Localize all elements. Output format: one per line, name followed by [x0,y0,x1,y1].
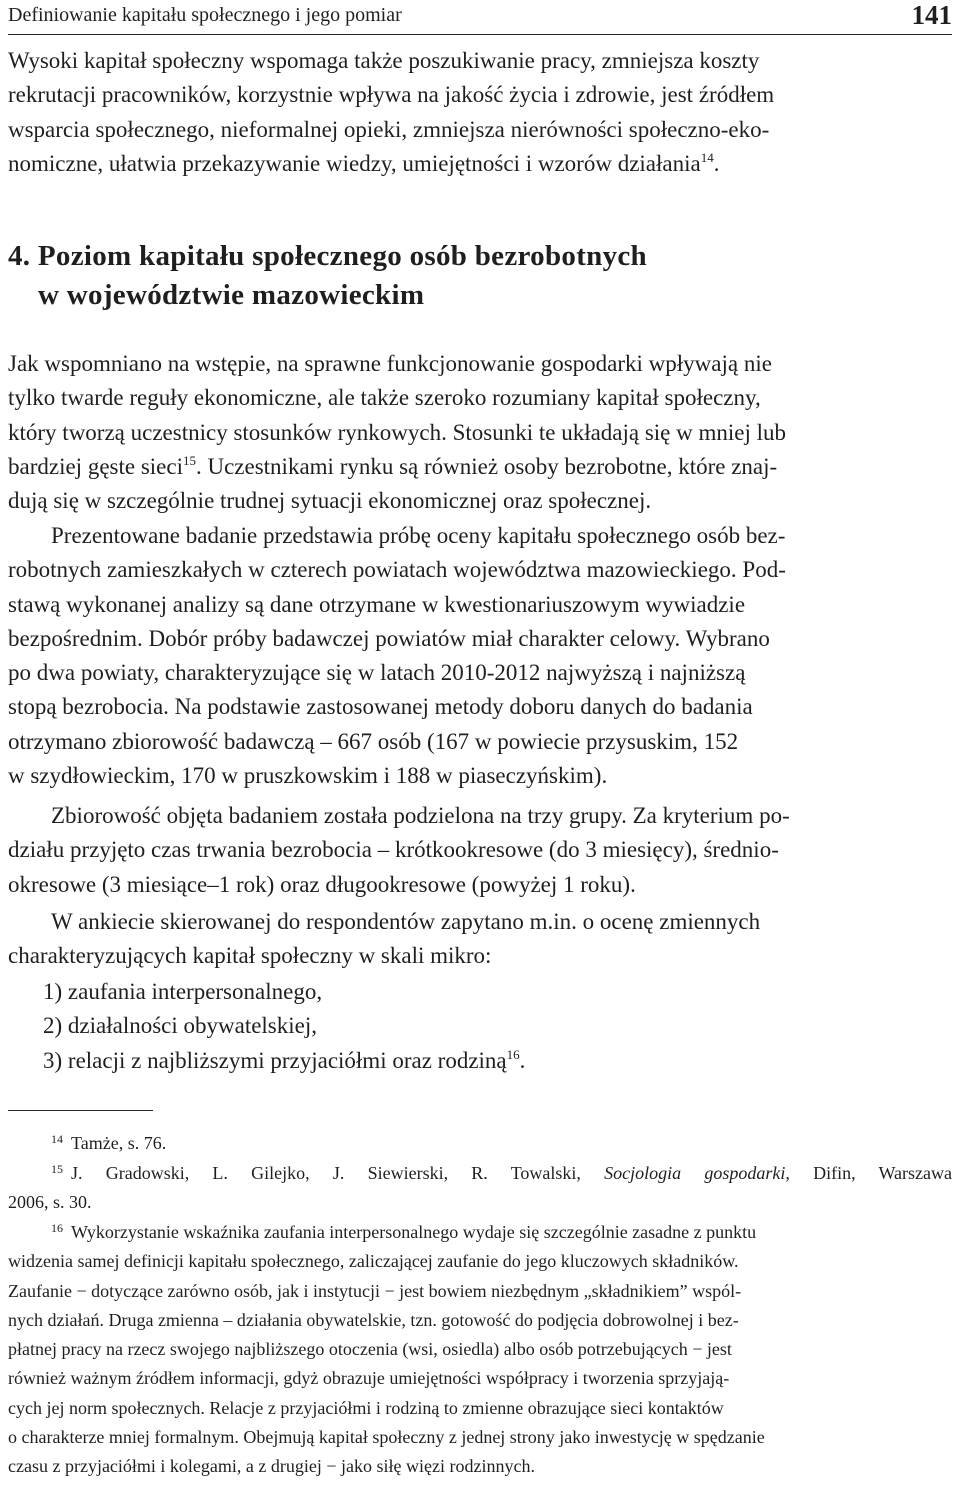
text-line: dują się w szczególnie trudnej sytuacji ekonomicznej oraz społecznej. [8,488,652,514]
footnote-line: o charakterze mniej formalnym. Obejmują kapitał społeczny z jednej strony jako inwestycję w spędzanie [8,1427,765,1448]
footnote-line [8,1214,952,1247]
text-line: robotnych zamieszkałych w czterech powiatach województwa mazowieckiego. Pod- [8,557,786,583]
text-line [8,450,952,484]
text-line: tylko twarde reguły ekonomiczne, ale także szeroko rozumiany kapitał społeczny, [8,385,761,411]
footnote-line [8,1155,952,1188]
footnote-line: płatnej pracy na rzecz swojego najbliższego otoczenia (wsi, osiedla) albo osób potrzebujących − jest [8,1339,732,1360]
text-line: rekrutacji pracowników, korzystnie wpływa na jakość życia i zdrowie, jest źródłem [8,82,775,108]
footnote-line: 2006, s. 30. [8,1192,92,1213]
footnote-line: Zaufanie − dotyczące zarówno osób, jak i instytucji − jest bowiem niezbędnym „składnikiem” wspól- [8,1280,742,1301]
text-line: wsparcia społecznego, nieformalnej opieki, zmniejsza nierówności społeczno-eko- [8,116,770,142]
text-fragment: 3) relacji z najbliższymi przyjaciółmi oraz rodziną [43,1047,507,1073]
footnote-ref-15: 15 [182,452,196,468]
text-line [8,147,952,181]
paragraph-2 [8,519,952,793]
text-line: który tworzą uczestnicy stosunków rynkowych. Stosunki te układają się w mniej lub [8,419,787,445]
text-fragment: bardziej gęste sieci [8,453,183,479]
page-number: 141 [911,0,952,30]
text-fragment: . [713,150,720,176]
footnote-14 [8,1125,952,1158]
page-header [8,0,952,35]
footnote-line [8,1125,952,1158]
footnote-line: widzenia samej definicji kapitału społecznego, zaliczającej zaufanie do jego kluczowych składników. [8,1251,739,1272]
footnote-text: Wykorzystanie wskaźnika zaufania interpersonalnego wydaje się szczególnie zasadne z punktu [71,1222,757,1242]
text-line: Prezentowane badanie przedstawia próbę oceny kapitału społecznego osób bez- [51,523,786,548]
footnote-line: czasu z przyjaciółmi i kolegami, a z drugiej − jako siłę więzi rodzinnych. [8,1456,535,1477]
footnote-line: również ważnym źródłem informacji, gdyż obrazuje umiejętności współpracy i tworzenia sprzyjają- [8,1368,730,1389]
text-line: Zbiorowość objęta badaniem została podzielona na trzy grupy. Za kryterium po- [51,803,790,828]
footnote-text: Tamże, s. 76. [71,1133,167,1153]
text-line: w szydłowieckim, 170 w pruszkowskim i 188 w piaseczyńskim). [8,763,608,789]
heading-line: w województwie mazowieckim [38,279,425,311]
paragraph-1 [8,347,952,518]
text-line: stopą bezrobocia. Na podstawie zastosowanej metody doboru danych do badania [8,694,753,720]
paragraph-3 [8,799,952,902]
footnote-text: , Difin, Warszawa [785,1163,952,1183]
footnote-15 [8,1155,952,1218]
text-fragment: . [519,1047,526,1073]
text-line: charakteryzujących kapitał społeczny w skali mikro: [8,943,492,969]
text-line: W ankiecie skierowanej do respondentów zapytano m.in. o ocenę zmiennych [51,909,761,934]
footnote-number: 15 [51,1162,63,1176]
footnote-ref-14: 14 [700,149,714,165]
section-heading [8,237,647,315]
intro-paragraph [8,44,952,181]
variable-list [43,975,525,1078]
footnote-number: 16 [51,1221,63,1235]
text-line: Wysoki kapitał społeczny wspomaga także poszukiwanie pracy, zmniejsza koszty [8,48,760,73]
paragraph-4 [8,905,952,974]
list-item: 1) zaufania interpersonalnego, [43,979,323,1004]
heading-line: 4. Poziom kapitału społecznego osób bezrobotnych [8,240,647,272]
footnote-number: 14 [51,1132,63,1146]
text-line: po dwa powiaty, charakteryzujące się w latach 2010-2012 najwyższą i najniższą [8,660,746,686]
footnote-book-title: Socjologia gospodarki [604,1163,786,1183]
footnote-text: J. Gradowski, L. Gilejko, J. Siewierski, R. Towalski, [71,1163,605,1183]
text-line: otrzymano zbiorowość badawczą – 667 osób (167 w powiecie przysuskim, 152 [8,728,739,754]
text-line: Jak wspomniano na wstępie, na sprawne funkcjonowanie gospodarki wpływają nie [8,351,772,376]
list-item: 2) działalności obywatelskiej, [43,1013,318,1039]
footnote-16 [8,1214,952,1482]
text-line: okresowe (3 miesiące–1 rok) oraz długookresowe (powyżej 1 roku). [8,871,636,897]
running-title: Definiowanie kapitału społecznego i jego pomiar [8,4,402,26]
footnote-line: cych jej norm społecznych. Relacje z przyjaciółmi i rodziną to zmienne obrazujące sieci kontaktów [8,1397,724,1418]
footnote-ref-16: 16 [506,1046,520,1062]
list-item [43,1044,525,1078]
footnote-line: nych działań. Druga zmienna – działania obywatelskie, tzn. gotowość do podjęcia dobrowolnej i bez- [8,1309,739,1330]
text-fragment: nomiczne, ułatwia przekazywanie wiedzy, umiejętności i wzorów działania [8,150,701,176]
footnote-separator [8,1110,153,1111]
text-fragment: . Uczestnikami rynku są również osoby bezrobotne, które znaj- [195,453,778,479]
text-line: działu przyjęto czas trwania bezrobocia – krótkookresowe (do 3 miesięcy), średnio- [8,837,779,863]
text-line: stawą wykonanej analizy są dane otrzymane w kwestionariuszowym wywiadzie [8,591,746,617]
text-line: bezpośrednim. Dobór próby badawczej powiatów miał charakter celowy. Wybrano [8,625,770,651]
